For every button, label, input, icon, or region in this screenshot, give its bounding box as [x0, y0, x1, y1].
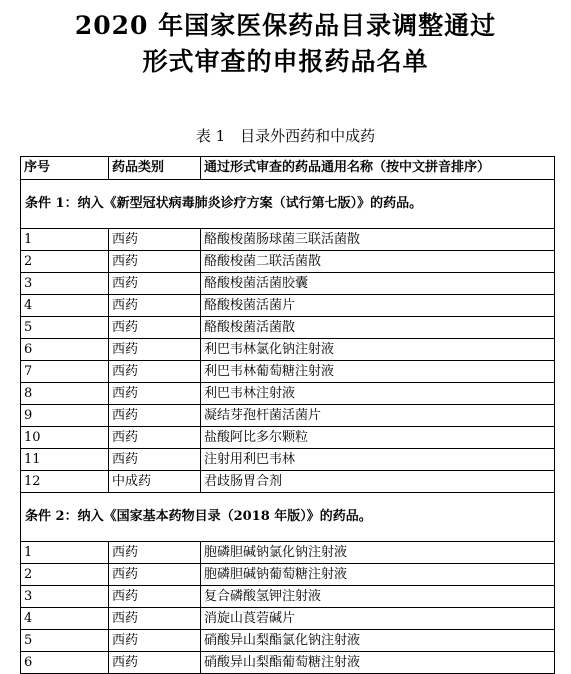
cell-serial: 7 [21, 361, 109, 383]
cell-drug-name: 注射用利巴韦林 [201, 449, 555, 471]
table-row [21, 317, 555, 339]
table-row [21, 471, 555, 493]
cell-category: 西药 [109, 273, 201, 295]
cell-category: 西药 [109, 361, 201, 383]
cell-drug-name: 盐酸阿比多尔颗粒 [201, 427, 555, 449]
section-condition-row [21, 180, 555, 229]
document-title [0, 8, 571, 80]
cell-drug-name: 硝酸异山梨酯葡萄糖注射液 [201, 652, 555, 674]
header-serial: 序号 [21, 157, 109, 180]
table-row [21, 295, 555, 317]
cell-drug-name: 酪酸梭菌活菌散 [201, 317, 555, 339]
cell-serial: 2 [21, 251, 109, 273]
cell-drug-name: 利巴韦林葡萄糖注射液 [201, 361, 555, 383]
cell-drug-name: 酪酸梭菌活菌胶囊 [201, 273, 555, 295]
cell-category: 西药 [109, 317, 201, 339]
cell-category: 西药 [109, 608, 201, 630]
cell-serial: 4 [21, 608, 109, 630]
table-row [21, 361, 555, 383]
section-condition-text: 条件 2：纳入《国家基本药物目录（2018 年版）》的药品。 [21, 493, 555, 542]
cell-serial: 11 [21, 449, 109, 471]
cell-category: 西药 [109, 295, 201, 317]
cell-drug-name: 硝酸异山梨酯氯化钠注射液 [201, 630, 555, 652]
cell-category: 西药 [109, 339, 201, 361]
cell-drug-name: 利巴韦林注射液 [201, 383, 555, 405]
cell-category: 西药 [109, 383, 201, 405]
title-line-2: 形式审查的申报药品名单 [142, 47, 429, 76]
cell-drug-name: 胞磷胆碱钠葡萄糖注射液 [201, 564, 555, 586]
cell-category: 西药 [109, 542, 201, 564]
cell-drug-name: 胞磷胆碱钠氯化钠注射液 [201, 542, 555, 564]
cell-serial: 5 [21, 317, 109, 339]
table-header-row [21, 157, 555, 180]
section-condition-row [21, 493, 555, 542]
header-drug-name: 通过形式审查的药品通用名称（按中文拼音排序） [201, 157, 555, 180]
table-row [21, 608, 555, 630]
cell-serial: 6 [21, 652, 109, 674]
cell-serial: 12 [21, 471, 109, 493]
drug-list-table [20, 156, 555, 674]
cell-category: 西药 [109, 449, 201, 471]
cell-category: 西药 [109, 251, 201, 273]
cell-serial: 3 [21, 273, 109, 295]
cell-category: 西药 [109, 427, 201, 449]
cell-serial: 6 [21, 339, 109, 361]
cell-category: 中成药 [109, 471, 201, 493]
cell-drug-name: 君歧肠胃合剂 [201, 471, 555, 493]
table-row [21, 542, 555, 564]
table-body [21, 180, 555, 674]
table-row [21, 339, 555, 361]
cell-category: 西药 [109, 564, 201, 586]
table-caption: 表 1 目录外西药和中成药 [195, 127, 376, 145]
cell-serial: 4 [21, 295, 109, 317]
cell-category: 西药 [109, 586, 201, 608]
cell-serial: 9 [21, 405, 109, 427]
table-row [21, 229, 555, 251]
cell-serial: 1 [21, 229, 109, 251]
cell-serial: 10 [21, 427, 109, 449]
cell-drug-name: 复合磷酸氢钾注射液 [201, 586, 555, 608]
cell-serial: 3 [21, 586, 109, 608]
table-row [21, 630, 555, 652]
cell-category: 西药 [109, 630, 201, 652]
title-line-1: 2020 年国家医保药品目录调整通过 [74, 11, 497, 40]
cell-serial: 8 [21, 383, 109, 405]
table-row [21, 383, 555, 405]
cell-category: 西药 [109, 405, 201, 427]
table-row [21, 405, 555, 427]
section-condition-text: 条件 1：纳入《新型冠状病毒肺炎诊疗方案（试行第七版）》的药品。 [21, 180, 555, 229]
cell-serial: 2 [21, 564, 109, 586]
header-category: 药品类别 [109, 157, 201, 180]
cell-drug-name: 凝结芽孢杆菌活菌片 [201, 405, 555, 427]
table-row [21, 449, 555, 471]
table-row [21, 273, 555, 295]
cell-serial: 5 [21, 630, 109, 652]
table-row [21, 251, 555, 273]
cell-category: 西药 [109, 652, 201, 674]
cell-category: 西药 [109, 229, 201, 251]
cell-drug-name: 酪酸梭菌二联活菌散 [201, 251, 555, 273]
table-row [21, 586, 555, 608]
table-row [21, 564, 555, 586]
cell-drug-name: 消旋山莨菪碱片 [201, 608, 555, 630]
table-row [21, 427, 555, 449]
cell-serial: 1 [21, 542, 109, 564]
cell-drug-name: 酪酸梭菌活菌片 [201, 295, 555, 317]
cell-drug-name: 酪酸梭菌肠球菌三联活菌散 [201, 229, 555, 251]
cell-drug-name: 利巴韦林氯化钠注射液 [201, 339, 555, 361]
